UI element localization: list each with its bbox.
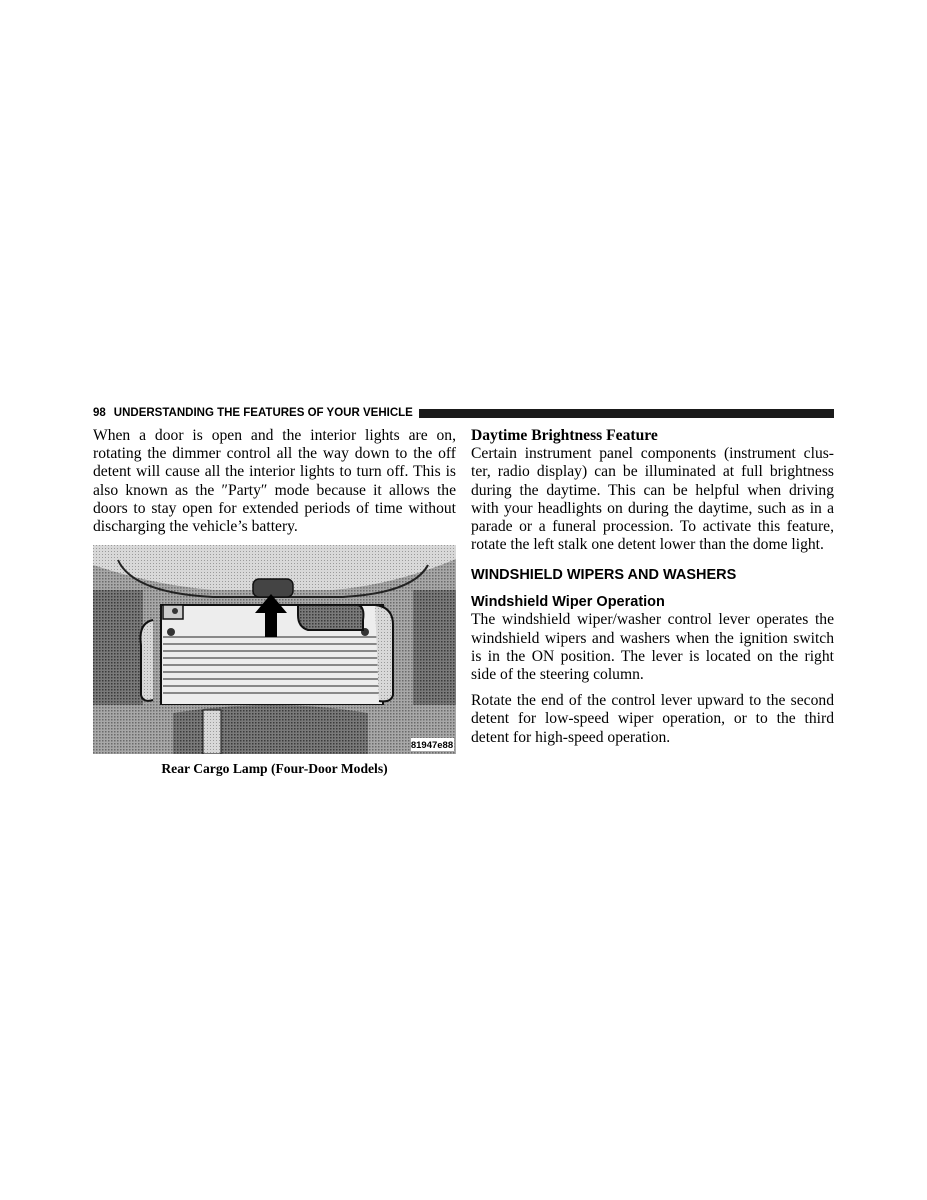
page-number: 98 bbox=[93, 407, 106, 419]
daytime-brightness-text: Certain instrument panel components (instrument clus-ter, radio display) can be illuminated at full brightness during the daytime. This can be helpful when driving with your headlights on during the daytime, such as in a parade or a funeral procession. To activate this feature, rotate the left stalk one detent lower than the dome light. bbox=[471, 445, 834, 554]
rear-cargo-lamp-figure bbox=[93, 545, 456, 754]
figure-code: 81947e88 bbox=[410, 740, 454, 752]
page-header bbox=[93, 405, 834, 421]
wipers-washers-heading: WINDSHIELD WIPERS AND WASHERS bbox=[471, 567, 737, 584]
wiper-speed-text: Rotate the end of the control lever upward to the second detent for low-speed wiper operation, or to the third detent for high-speed operation. bbox=[471, 692, 834, 746]
party-mode-paragraph: When a door is open and the interior lights are on, rotating the dimmer control all the way down to the off detent will cause all the interior lights to turn off. This is also known as the ″Party″ mode because it allows the doors to stay open for extended periods of time without discharging the vehicle’s battery. bbox=[93, 427, 456, 536]
rear-cargo-lamp-illustration bbox=[93, 545, 456, 754]
wiper-operation-text: The windshield wiper/washer control lever operates the windshield wipers and washers when the ignition switch is in the ON position. The lever is located on the right side of the steering column. bbox=[471, 611, 834, 684]
left-column bbox=[93, 427, 456, 778]
daytime-brightness-heading: Daytime Brightness Feature bbox=[471, 427, 658, 444]
right-column bbox=[471, 427, 834, 747]
header-rule bbox=[419, 409, 834, 418]
figure-caption: Rear Cargo Lamp (Four-Door Models) bbox=[161, 761, 388, 777]
wiper-operation-heading: Windshield Wiper Operation bbox=[471, 594, 665, 611]
running-section-title: UNDERSTANDING THE FEATURES OF YOUR VEHICLE bbox=[113, 407, 413, 419]
